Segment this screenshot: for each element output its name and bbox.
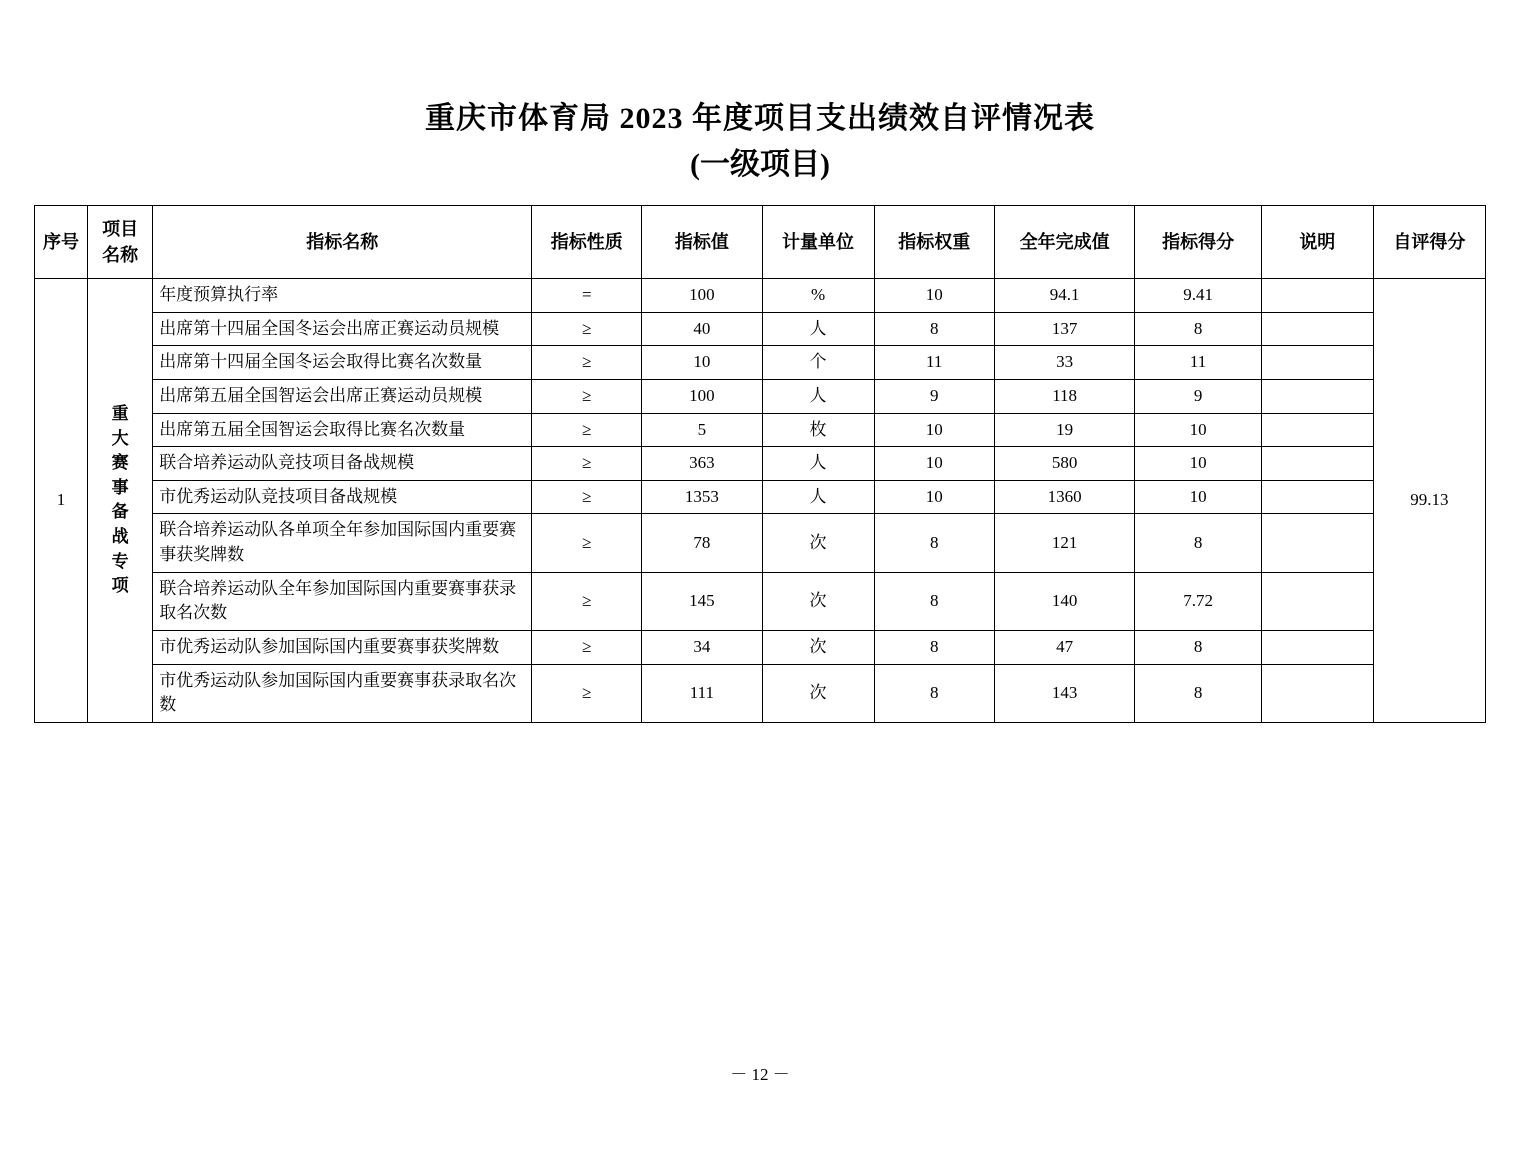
cell-note (1261, 312, 1373, 346)
header-seq: 序号 (35, 206, 88, 279)
cell-indicator-property: ≥ (532, 480, 642, 514)
cell-annual-completed: 121 (994, 514, 1135, 572)
cell-indicator-score: 7.72 (1135, 572, 1261, 630)
cell-indicator-name: 联合培养运动队竞技项目备战规模 (153, 447, 532, 481)
table-row (35, 379, 1486, 413)
cell-indicator-value: 111 (642, 664, 762, 722)
cell-weight: 10 (874, 413, 994, 447)
cell-indicator-score: 8 (1135, 514, 1261, 572)
performance-table (34, 205, 1486, 723)
cell-unit: 次 (762, 514, 874, 572)
cell-unit: % (762, 279, 874, 313)
cell-note (1261, 631, 1373, 665)
cell-unit: 次 (762, 631, 874, 665)
cell-annual-completed: 580 (994, 447, 1135, 481)
cell-group-project-name (87, 279, 152, 723)
header-unit: 计量单位 (762, 206, 874, 279)
header-annual-completed: 全年完成值 (994, 206, 1135, 279)
table-row (35, 413, 1486, 447)
cell-indicator-score: 10 (1135, 413, 1261, 447)
cell-indicator-name: 年度预算执行率 (153, 279, 532, 313)
cell-annual-completed: 47 (994, 631, 1135, 665)
cell-unit: 人 (762, 312, 874, 346)
cell-indicator-value: 34 (642, 631, 762, 665)
cell-note (1261, 572, 1373, 630)
cell-indicator-name: 出席第十四届全国冬运会取得比赛名次数量 (153, 346, 532, 380)
cell-indicator-property: ≥ (532, 379, 642, 413)
cell-note (1261, 279, 1373, 313)
cell-indicator-score: 10 (1135, 480, 1261, 514)
cell-weight: 11 (874, 346, 994, 380)
table-header-row (35, 206, 1486, 279)
page-title: 重庆市体育局 2023 年度项目支出绩效自评情况表 (425, 102, 1095, 135)
document-page (0, 96, 1520, 1171)
cell-weight: 10 (874, 447, 994, 481)
cell-indicator-name: 市优秀运动队参加国际国内重要赛事获奖牌数 (153, 631, 532, 665)
cell-self-score: 99.13 (1373, 279, 1485, 723)
table-row (35, 664, 1486, 722)
table-row (35, 346, 1486, 380)
cell-weight: 10 (874, 279, 994, 313)
header-indicator-score: 指标得分 (1135, 206, 1261, 279)
cell-indicator-name: 联合培养运动队各单项全年参加国际国内重要赛事获奖牌数 (153, 514, 532, 572)
cell-indicator-score: 9 (1135, 379, 1261, 413)
cell-indicator-name: 出席第五届全国智运会取得比赛名次数量 (153, 413, 532, 447)
cell-note (1261, 480, 1373, 514)
cell-annual-completed: 94.1 (994, 279, 1135, 313)
table-row (35, 312, 1486, 346)
cell-indicator-property: ≥ (532, 413, 642, 447)
cell-unit: 人 (762, 480, 874, 514)
cell-indicator-value: 1353 (642, 480, 762, 514)
cell-indicator-name: 联合培养运动队全年参加国际国内重要赛事获录取名次数 (153, 572, 532, 630)
cell-weight: 8 (874, 631, 994, 665)
cell-indicator-score: 8 (1135, 664, 1261, 722)
cell-indicator-property: = (532, 279, 642, 313)
cell-indicator-name: 出席第五届全国智运会出席正赛运动员规模 (153, 379, 532, 413)
project-name-text: 重大赛事备战专项 (111, 403, 129, 596)
table-row (35, 279, 1486, 313)
cell-indicator-value: 40 (642, 312, 762, 346)
cell-indicator-score: 11 (1135, 346, 1261, 380)
cell-indicator-value: 78 (642, 514, 762, 572)
cell-weight: 8 (874, 312, 994, 346)
cell-indicator-property: ≥ (532, 664, 642, 722)
cell-indicator-score: 8 (1135, 631, 1261, 665)
cell-note (1261, 664, 1373, 722)
table-row (35, 514, 1486, 572)
table-body (35, 279, 1486, 723)
cell-unit: 个 (762, 346, 874, 380)
cell-annual-completed: 140 (994, 572, 1135, 630)
cell-annual-completed: 118 (994, 379, 1135, 413)
header-weight: 指标权重 (874, 206, 994, 279)
cell-indicator-property: ≥ (532, 346, 642, 380)
cell-group-seq: 1 (35, 279, 88, 723)
cell-weight: 8 (874, 514, 994, 572)
cell-indicator-property: ≥ (532, 631, 642, 665)
cell-indicator-property: ≥ (532, 312, 642, 346)
cell-indicator-name: 市优秀运动队参加国际国内重要赛事获录取名次数 (153, 664, 532, 722)
cell-annual-completed: 33 (994, 346, 1135, 380)
cell-indicator-property: ≥ (532, 514, 642, 572)
header-self-score: 自评得分 (1373, 206, 1485, 279)
cell-indicator-value: 363 (642, 447, 762, 481)
cell-unit: 人 (762, 379, 874, 413)
cell-note (1261, 447, 1373, 481)
cell-unit: 枚 (762, 413, 874, 447)
table-row (35, 480, 1486, 514)
cell-weight: 8 (874, 572, 994, 630)
cell-weight: 9 (874, 379, 994, 413)
table-row (35, 572, 1486, 630)
cell-indicator-value: 10 (642, 346, 762, 380)
cell-indicator-value: 100 (642, 379, 762, 413)
cell-annual-completed: 19 (994, 413, 1135, 447)
cell-unit: 次 (762, 664, 874, 722)
cell-annual-completed: 137 (994, 312, 1135, 346)
table-row (35, 447, 1486, 481)
cell-note (1261, 514, 1373, 572)
cell-annual-completed: 1360 (994, 480, 1135, 514)
cell-indicator-score: 9.41 (1135, 279, 1261, 313)
cell-indicator-score: 10 (1135, 447, 1261, 481)
cell-indicator-name: 出席第十四届全国冬运会出席正赛运动员规模 (153, 312, 532, 346)
cell-unit: 人 (762, 447, 874, 481)
cell-weight: 8 (874, 664, 994, 722)
header-indicator-name: 指标名称 (153, 206, 532, 279)
cell-indicator-value: 5 (642, 413, 762, 447)
page-subtitle: (一级项目) (690, 148, 830, 181)
header-note: 说明 (1261, 206, 1373, 279)
header-indicator-value: 指标值 (642, 206, 762, 279)
cell-indicator-property: ≥ (532, 447, 642, 481)
cell-note (1261, 413, 1373, 447)
cell-unit: 次 (762, 572, 874, 630)
cell-indicator-score: 8 (1135, 312, 1261, 346)
page-footer: － 12 － (730, 1065, 790, 1084)
table-row (35, 631, 1486, 665)
cell-weight: 10 (874, 480, 994, 514)
cell-annual-completed: 143 (994, 664, 1135, 722)
header-indicator-property: 指标性质 (532, 206, 642, 279)
cell-indicator-value: 145 (642, 572, 762, 630)
cell-indicator-property: ≥ (532, 572, 642, 630)
header-project-name: 项目名称 (87, 206, 152, 279)
cell-note (1261, 346, 1373, 380)
cell-indicator-value: 100 (642, 279, 762, 313)
cell-note (1261, 379, 1373, 413)
cell-indicator-name: 市优秀运动队竞技项目备战规模 (153, 480, 532, 514)
document-title-block (0, 96, 1520, 189)
